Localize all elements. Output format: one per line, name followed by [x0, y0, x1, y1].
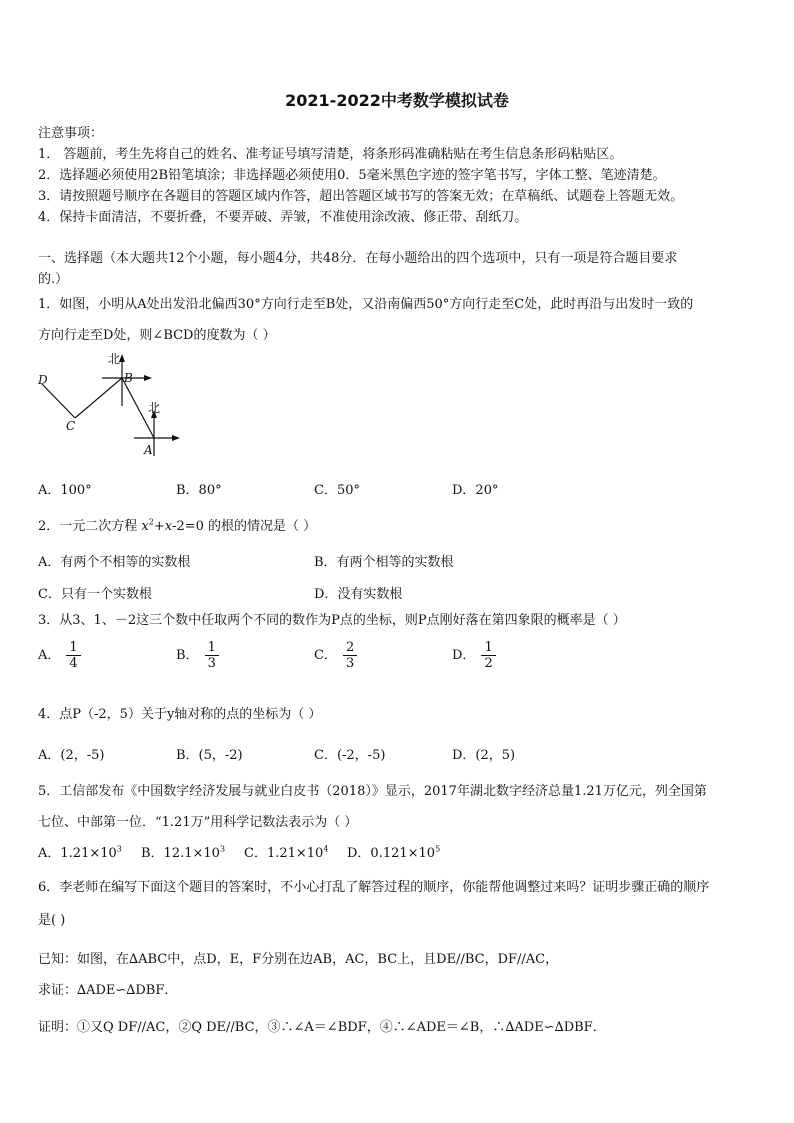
question-3-stem: 3．从3、1、－2这三个数中任取两个不同的数作为P点的坐标，则P点刚好落在第四象限的概率是（ ） — [38, 613, 626, 628]
q3-option-c: C． $\frac{2}{3}$ — [314, 640, 357, 671]
q1-option-b: B．80° — [176, 483, 222, 498]
notice-item: 4．保持卡面清洁，不要折叠，不要弄破、弄皱，不准使用涂改液、修正带、刮纸刀。 — [38, 210, 528, 225]
label-a: A — [144, 443, 153, 457]
question-6-stem: 6．李老师在编写下面这个题目的答案时，不小心打乱了解答过程的顺序，你能帮他调整过来吗？证明步骤正确的顺序 — [38, 880, 710, 895]
q3-option-b: B． $\frac{1}{3}$ — [176, 640, 219, 671]
q5-option-b: B．$12.1\times 10^3$ — [141, 844, 226, 861]
q2-option-a: A．有两个不相等的实数根 — [38, 555, 191, 570]
q3-option-d: D． $\frac{1}{2}$ — [452, 640, 496, 671]
label-north-b: 北 — [108, 352, 121, 366]
q4-option-a: A．(2，-5) — [38, 748, 105, 763]
question-6-stem-cont: 是( ) — [38, 913, 66, 928]
question-4-stem: 4．点P（-2，5）关于y轴对称的点的坐标为（ ） — [38, 707, 322, 722]
path-d-c — [42, 384, 75, 418]
notice-heading: 注意事项： — [38, 126, 104, 141]
question-5-stem: 5．工信部发布《中国数字经济发展与就业白皮书（2018）》显示，2017年湖北数字经济总量1.21万亿元，列全国第 — [38, 784, 707, 799]
question-2-stem: 2．一元二次方程 $x^2+x-2=0$ 的根的情况是（ ） — [38, 517, 317, 534]
question-5-stem-cont: 七位、中部第一位．“1.21万”用科学记数法表示为（ ） — [38, 815, 358, 830]
question-1-stem: 1．如图，小明从A处出发沿北偏西30°方向行走至B处，又沿南偏西50°方向行走至C处，此时再沿与出发时一致的 — [38, 297, 694, 312]
notice-item: 2．选择题必须使用2B铅笔填涂；非选择题必须使用0．5毫米黑色字迹的签字笔书写，字体工整、笔迹清楚。 — [38, 168, 666, 183]
q4-option-c: C．(-2，-5) — [314, 748, 386, 763]
arrow-east-b — [144, 375, 152, 381]
q1-option-c: C．50° — [314, 483, 360, 498]
q2-option-d: D．没有实数根 — [314, 587, 403, 602]
q5-option-d: D．$0.121\times 10^5$ — [347, 844, 441, 861]
page-title: 2021-2022中考数学模拟试卷 — [285, 91, 509, 110]
notice-item: 3．请按照题号顺序在各题目的答题区域内作答，超出答题区域书写的答案无效；在草稿纸、试题卷上答题无效。 — [38, 189, 684, 204]
q1-option-a: A．100° — [38, 483, 92, 498]
section-heading-cont: 的.） — [38, 272, 69, 287]
q3-option-a: A． $\frac{1}{4}$ — [38, 640, 81, 671]
q2-option-b: B．有两个相等的实数根 — [314, 555, 454, 570]
section-heading: 一、选择题（本大题共12个小题，每小题4分，共48分．在每小题给出的四个选项中，只有一项是符合题目要求 — [38, 251, 678, 266]
q4-option-d: D．(2，5) — [452, 748, 516, 763]
path-c-b — [75, 378, 122, 418]
question-1-stem-cont: 方向行走至D处，则∠BCD的度数为（ ） — [38, 328, 276, 343]
label-b: B — [124, 371, 133, 385]
q4-option-b: B．(5，-2) — [176, 748, 243, 763]
q5-option-c: C．$1.21\times 10^4$ — [244, 844, 329, 861]
label-north-a: 北 — [148, 401, 161, 415]
q5-option-a: A．$1.21\times 10^3$ — [38, 844, 122, 861]
label-c: C — [66, 419, 76, 433]
question-6-prove: 求证：∆ADE∽∆DBF． — [38, 983, 178, 998]
label-d: D — [38, 373, 48, 387]
q2-option-c: C．只有一个实数根 — [38, 587, 152, 602]
question-6-proof: 证明：①又Q DF//AC，②Q DE//BC，③∴∠A＝∠BDF，④∴∠ADE＝∠B，∴∆ADE∽∆DBF． — [38, 1020, 606, 1035]
arrow-east-a — [172, 435, 180, 441]
question-1-figure — [30, 348, 190, 463]
notice-item: 1． 答题前，考生先将自己的姓名、准考证号填写清楚，将条形码准确粘贴在考生信息条形码粘贴区。 — [38, 147, 623, 162]
question-6-given: 已知：如图，在∆ABC中，点D，E，F分别在边AB，AC，BC上，且DE//BC，DF//AC， — [38, 952, 559, 967]
q1-option-d: D．20° — [452, 483, 499, 498]
